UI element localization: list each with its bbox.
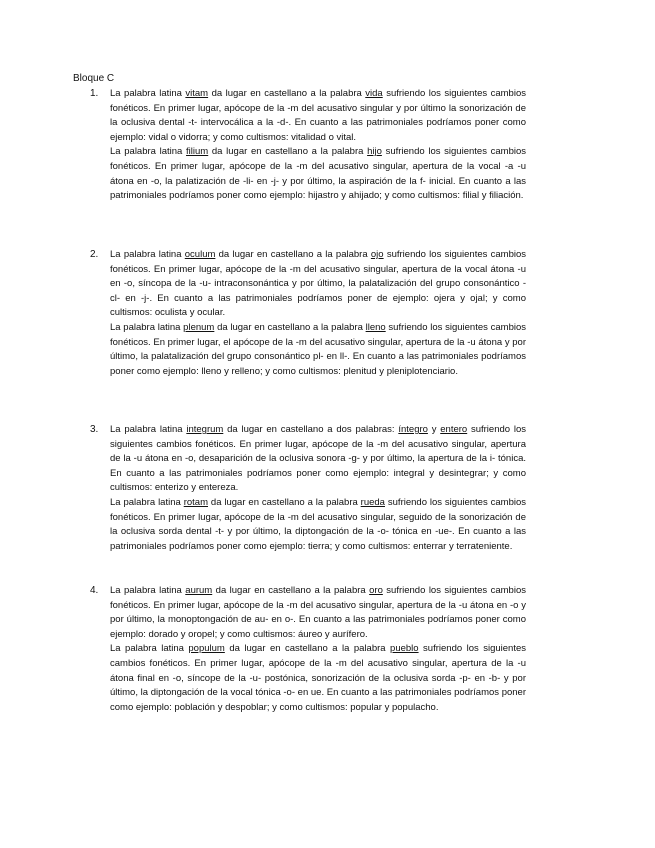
list-item-3: [90, 423, 530, 554]
item-body: [110, 87, 526, 204]
underlined-word: plenum: [183, 321, 215, 333]
section-heading: Bloque C: [73, 73, 115, 84]
underlined-word: integrum: [186, 424, 224, 435]
item-number: 1.: [90, 88, 99, 99]
underlined-word: hijo: [367, 146, 382, 158]
paragraph-populum: La palabra latina populum da lugar en castellano a la palabra pueblo sufriendo los siguientes cambios fonéticos. En primer lugar, apócope de la -m del acusativo singular, apertura de la -u átona final en -o, síncope de la -u- postónica, sonorización de la oclusiva sorda -p- en -b- y por último, la diptongación de la vocal tónica -o- en ue. En cuanto a las patrimoniales podríamos poner como ejemplo: población y despoblar; y como cultismos: popular y populacho.: [110, 643, 527, 713]
underlined-word: filium: [186, 146, 209, 158]
item-body: [110, 248, 526, 379]
underlined-word: oro: [369, 585, 383, 596]
underlined-word: íntegro: [398, 424, 428, 435]
paragraph-aurum: La palabra latina aurum da lugar en castellano a la palabra oro sufriendo los siguientes cambios fonéticos. En primer lugar, apócope de la -m del acusativo singular, apertura de la -u átona en -o y por último, la monoptongación de au- en o-. En cuanto a las patrimoniales podríamos poner como ejemplo: dorado y oropel; y como cultismos: áureo y aurífero.: [110, 585, 526, 640]
paragraph-filium: La palabra latina filium da lugar en castellano a la palabra hijo sufriendo los siguientes cambios fonéticos. En primer lugar, apócope de la -m del acusativo singular, apertura de la vocal -a -u átona en -o, la palatización de -li- en -j- y por último, la aspiración de la f- inicial. En cuanto a las patrimoniales podríamos poner como ejemplo: hijastro y ahijado; y como cultismos: filial y filiación.: [110, 146, 527, 202]
paragraph-rotam: La palabra latina rotam da lugar en castellano a la palabra rueda sufriendo los siguientes cambios fonéticos. En primer lugar, apócope de la -m del acusativo singular, seguido de la sonorización de la oclusiva sorda dental -t- y por último, la diptongación de la -o- tónica en -ue-. En cuanto a las patrimoniales podríamos poner como ejemplo: tierra; y como cultismos: enterrar y terrateniente.: [110, 496, 526, 552]
underlined-word: rotam: [183, 496, 208, 508]
item-number: 2.: [90, 249, 99, 260]
paragraph-oculum: La palabra latina oculum da lugar en castellano a la palabra ojo sufriendo los siguientes cambios fonéticos. En primer lugar, apócope de la -m del acusativo singular, apertura de la vocal átona -u en -o, síncopa de la -u- intraconsonántica y por último, la palatalización del grupo consonántico -cl- en -j-. En cuanto a las patrimoniales podríamos poner de ejemplo: ojera y ojal; y como cultismos: oculista y ocular.: [110, 249, 527, 319]
underlined-word: lleno: [365, 321, 386, 333]
item-body: [110, 584, 526, 715]
paragraph-plenum: La palabra latina plenum da lugar en castellano a la palabra lleno sufriendo los siguientes cambios fonéticos. En primer lugar, el apócope de la -m del acusativo singular, apertura de la -u átona y por último, la palatalización del grupo consonántico pl- en ll-. En cuanto a las patrimoniales podríamos poner como ejemplo: lleno y relleno; y como cultismos: plenitud y pleniplotenciario.: [110, 321, 526, 377]
underlined-word: vitam: [185, 88, 209, 99]
underlined-word: ojo: [370, 249, 384, 260]
underlined-word: oculum: [184, 249, 216, 260]
item-number: 4.: [90, 585, 99, 596]
item-number: 3.: [90, 424, 99, 435]
underlined-word: pueblo: [390, 643, 419, 655]
underlined-word: populum: [188, 643, 225, 655]
list-item-4: [90, 584, 530, 715]
list-item-2: [90, 248, 530, 379]
underlined-word: vida: [365, 88, 383, 99]
item-body: [110, 423, 526, 554]
list-item-1: [90, 87, 530, 204]
paragraph-vitam: La palabra latina vitam da lugar en castellano a la palabra vida sufriendo los siguientes cambios fonéticos. En primer lugar, apócope de la -m del acusativo singular y por último la sonorización de la oclusiva dental -t- intervocálica a la -d-. En cuanto a las patrimoniales podríamos poner como ejemplo: vidal o vidorra; y como cultismos: vitalidad o vital.: [110, 88, 526, 143]
underlined-word: rueda: [360, 496, 385, 508]
underlined-word: entero: [440, 424, 468, 435]
paragraph-integrum: La palabra latina integrum da lugar en castellano a dos palabras: íntegro y entero sufriendo los siguientes cambios fonéticos. En primer lugar, apócope de la -m del acusativo singular, apertura de la -u átona en -o, desaparición de la oclusiva sonora -g- y por último, la apertura de la i- tónica. En cuanto a las patrimoniales podríamos poner como ejemplo: integral y desintegrar; y como cultismos: enterizo y entereza.: [110, 424, 526, 494]
underlined-word: aurum: [185, 585, 213, 596]
